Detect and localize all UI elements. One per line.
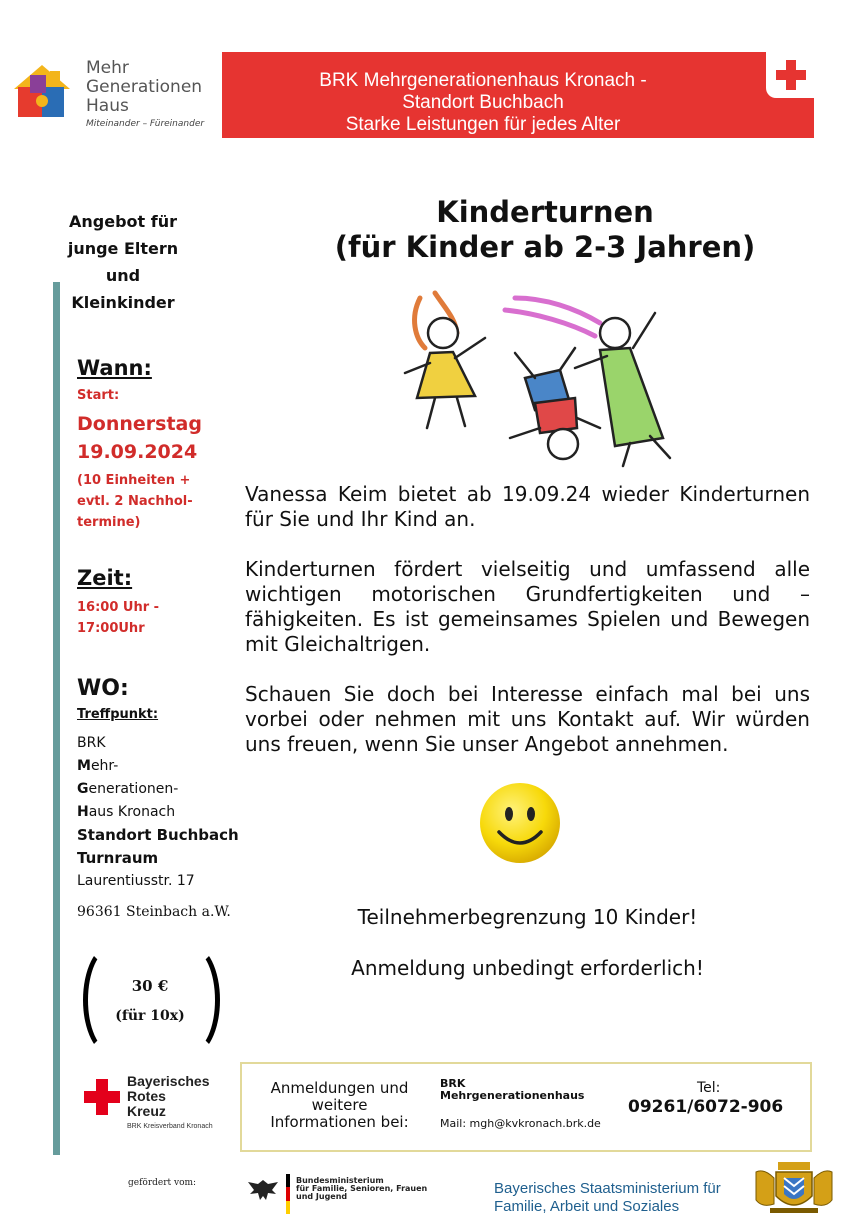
units-line-3: termine) bbox=[77, 515, 141, 530]
mgh-logo bbox=[10, 55, 215, 135]
offer-line-2: junge Eltern bbox=[67, 239, 179, 258]
units-line-1: (10 Einheiten + bbox=[77, 473, 191, 488]
address-name-2: Generationen- bbox=[77, 781, 179, 797]
wo-heading: WO: bbox=[77, 676, 129, 701]
house-puzzle-icon bbox=[10, 59, 74, 123]
offer-text bbox=[62, 208, 184, 316]
time-range bbox=[77, 597, 159, 639]
contact-mail[interactable]: Mail: mgh@kvkronach.brk.de bbox=[440, 1117, 601, 1130]
address-city: 96361 Steinbach a.W. bbox=[77, 904, 231, 920]
units-note bbox=[77, 470, 193, 533]
wann-heading: Wann: bbox=[77, 356, 152, 380]
sidebar-accent-bar bbox=[53, 282, 60, 1155]
bavarian-coat-of-arms-icon bbox=[752, 1160, 836, 1216]
red-cross-icon bbox=[84, 1079, 120, 1115]
right-paren bbox=[165, 945, 220, 1055]
red-cross-icon bbox=[776, 60, 806, 90]
logo-tagline: Miteinander – Füreinander bbox=[86, 119, 205, 129]
start-label: Start: bbox=[77, 388, 120, 403]
state-ministry-name bbox=[494, 1180, 721, 1216]
german-flag bbox=[286, 1174, 290, 1214]
address bbox=[77, 732, 239, 893]
zeit-heading: Zeit: bbox=[77, 566, 133, 590]
price-amount: 30 € bbox=[131, 977, 169, 995]
address-room: Turnraum bbox=[77, 849, 159, 867]
contact-label-1: Anmeldungen und bbox=[270, 1079, 409, 1097]
price-note: (für 10x) bbox=[115, 1008, 185, 1024]
contact-org bbox=[440, 1078, 610, 1102]
federal-ministry-line-2: für Familie, Senioren, Frauen bbox=[296, 1184, 428, 1193]
registration-required: Anmeldung unbedingt erforderlich! bbox=[351, 956, 704, 980]
title-line-2: (für Kinder ab 2-3 Jahren) bbox=[334, 230, 756, 264]
federal-ministry-line-1: Bundesministerium bbox=[296, 1176, 384, 1185]
start-date-value: 19.09.2024 bbox=[77, 441, 198, 463]
offer-line-1: Angebot für bbox=[69, 212, 177, 231]
brk-logo bbox=[84, 1073, 224, 1135]
participant-limit: Teilnehmerbegrenzung 10 Kinder! bbox=[357, 905, 698, 929]
time-to: 17:00Uhr bbox=[77, 621, 145, 636]
price-badge bbox=[75, 945, 225, 1055]
time-from: 16:00 Uhr - bbox=[77, 600, 160, 615]
contact-tel[interactable]: 09261/6072-906 bbox=[628, 1097, 784, 1117]
contact-box bbox=[240, 1062, 812, 1152]
logo-line-1: Mehr bbox=[86, 58, 129, 78]
contact-label-2: weitere bbox=[311, 1096, 368, 1114]
federal-ministry-name bbox=[296, 1177, 476, 1201]
federal-ministry-line-3: und Jugend bbox=[296, 1192, 348, 1201]
logo-line-2: Generationen bbox=[86, 77, 203, 97]
brk-line-2: Rotes bbox=[127, 1088, 166, 1104]
address-site: Standort Buchbach bbox=[77, 826, 239, 844]
banner-line-3: Starke Leistungen für jedes Alter bbox=[345, 114, 621, 135]
start-day: Donnerstag bbox=[77, 413, 202, 435]
federal-ministry-logo bbox=[244, 1170, 476, 1218]
title-line-1: Kinderturnen bbox=[436, 195, 654, 229]
paragraph-benefits: Kinderturnen fördert vielseitig und umfassend alle wichtigen motorischen Grundfertigkeiten und –fähigkeiten. Es ist gemeinsames Spielen und Bewegen mit Gleichaltrigen. bbox=[245, 557, 810, 656]
offer-line-3: und bbox=[105, 266, 141, 285]
meeting-label: Treffpunkt: bbox=[77, 707, 159, 722]
brk-sub: BRK Kreisverband Kronach bbox=[127, 1123, 213, 1130]
paragraph-intro: Vanessa Keim bietet ab 19.09.24 wieder Kinderturnen für Sie und Ihr Kind an. bbox=[245, 482, 810, 531]
start-date bbox=[77, 410, 202, 466]
logo-line-3: Haus bbox=[86, 96, 129, 116]
contact-org-2: Mehrgenerationenhaus bbox=[440, 1089, 585, 1102]
dancing-children-icon bbox=[395, 278, 685, 473]
contact-label bbox=[252, 1080, 427, 1131]
address-street: Laurentiusstr. 17 bbox=[77, 873, 195, 889]
banner-line-1: BRK Mehrgenerationenhaus Kronach - bbox=[319, 70, 647, 91]
brk-line-1: Bayerisches bbox=[127, 1073, 210, 1089]
contact-label-3: Informationen bei: bbox=[270, 1113, 409, 1131]
address-name-3: Haus Kronach bbox=[77, 804, 176, 820]
contact-org-1: BRK bbox=[440, 1077, 466, 1090]
paragraph-contact-invite: Schauen Sie doch bei Interesse einfach mal bei uns vorbei oder nehmen mit uns Kontakt auf. Wir würden uns freuen, wenn Sie unser Angebot annehmen. bbox=[245, 682, 810, 756]
units-line-2: evtl. 2 Nachhol- bbox=[77, 494, 193, 509]
address-name-1: Mehr- bbox=[77, 758, 119, 774]
page-title bbox=[290, 195, 800, 265]
banner-line-2: Standort Buchbach bbox=[402, 92, 564, 113]
smiley-icon bbox=[479, 782, 561, 864]
header-banner bbox=[222, 52, 814, 138]
brk-line-3: Kreuz bbox=[127, 1103, 166, 1119]
state-ministry-line-1: Bayerisches Staatsministerium für bbox=[494, 1180, 721, 1197]
federal-eagle-icon bbox=[246, 1178, 280, 1202]
address-org: BRK bbox=[77, 735, 106, 751]
left-paren bbox=[83, 945, 138, 1055]
offer-line-4: Kleinkinder bbox=[71, 293, 175, 312]
contact-tel-label: Tel: bbox=[697, 1080, 721, 1096]
state-ministry-line-2: Familie, Arbeit und Soziales bbox=[494, 1198, 680, 1215]
funded-by-label: gefördert vom: bbox=[128, 1178, 197, 1188]
